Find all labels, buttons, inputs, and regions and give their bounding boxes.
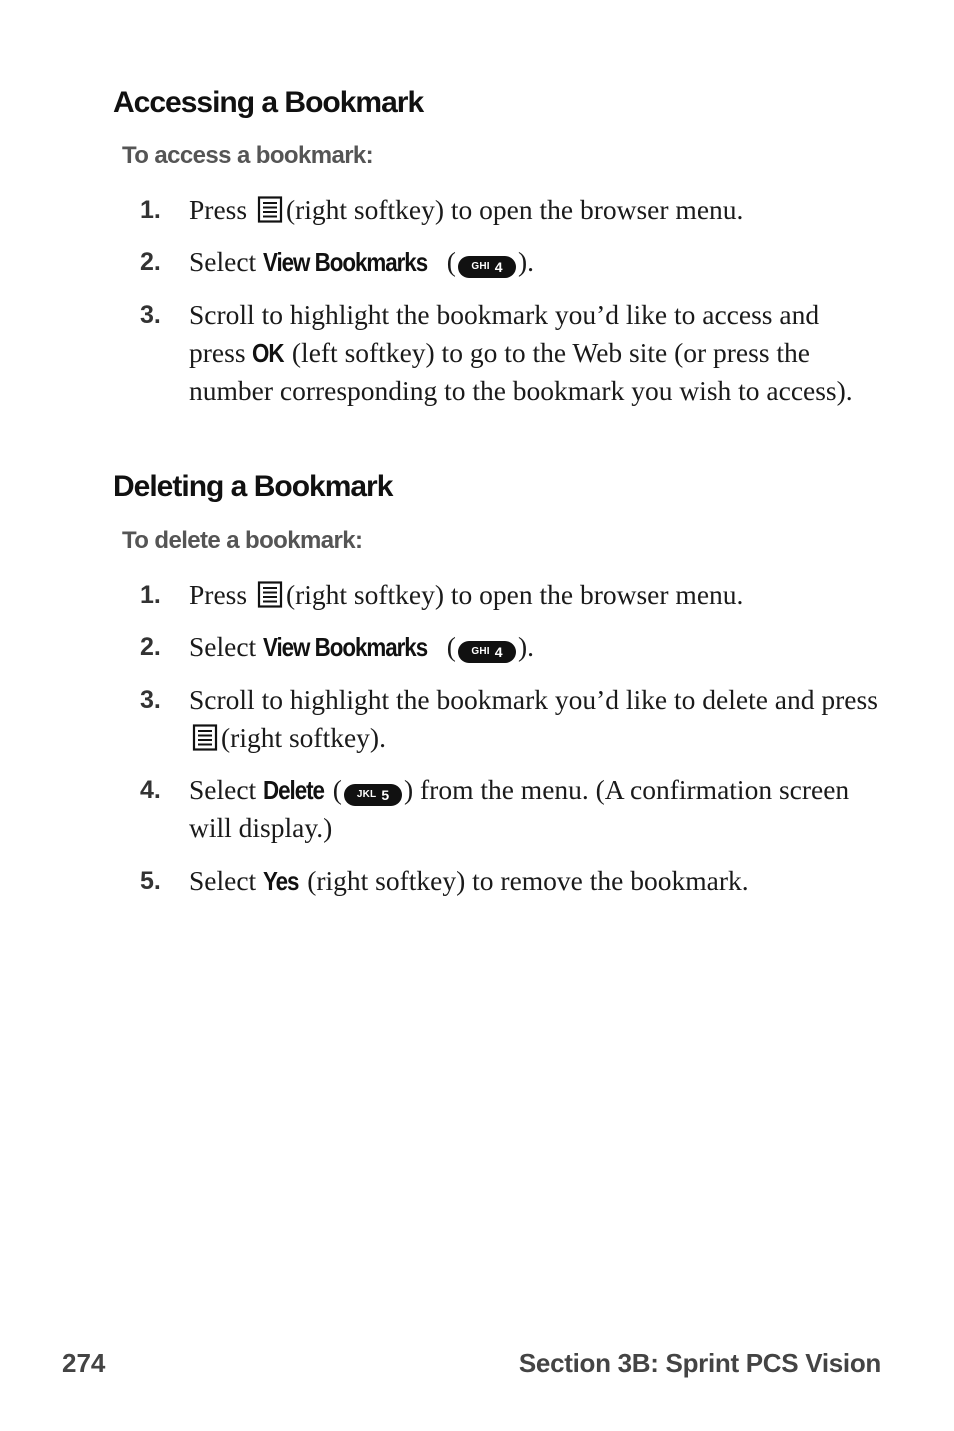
step-number: 5. (140, 867, 161, 895)
step-number: 4. (140, 776, 161, 804)
step-text: Select Delete ( JKL 5 ) from the menu. (A confirmation screen will display.) (189, 771, 879, 847)
section-footer: Section 3B: Sprint PCS Vision (518, 1348, 881, 1378)
step-text: Press (right softkey) to open the browser menu. (189, 579, 744, 610)
step-text: Select View Bookmarks ( GHI 4 ). (189, 243, 879, 281)
access-step-1 (140, 191, 880, 229)
keypad-4-icon: GHI 4 (458, 256, 516, 278)
section-heading-accessing: Accessing a Bookmark (113, 86, 424, 119)
step-number: 1. (140, 581, 161, 609)
keyword-ok: OK (252, 338, 284, 368)
delete-step-3 (140, 681, 880, 757)
menu-softkey-icon (192, 723, 218, 750)
step-text: Select Yes (right softkey) to remove the bookmark. (189, 862, 879, 900)
keyword-view-bookmarks: View Bookmarks (263, 247, 428, 277)
menu-softkey-icon (257, 580, 283, 607)
access-intro: To access a bookmark: (122, 142, 374, 169)
step-number: 1. (140, 196, 161, 224)
keypad-5-icon: JKL 5 (344, 784, 402, 806)
keyword-yes: Yes (263, 866, 299, 896)
delete-step-5 (140, 862, 880, 900)
menu-softkey-icon (257, 195, 283, 222)
step-number: 3. (140, 301, 161, 329)
step-text: Select View Bookmarks ( GHI 4 ). (189, 628, 879, 666)
step-number: 3. (140, 686, 161, 714)
delete-step-1 (140, 576, 880, 614)
keypad-4-icon: GHI 4 (458, 641, 516, 663)
step-text: Scroll to highlight the bookmark you’d like to delete and press (right softkey). (189, 684, 878, 753)
keyword-view-bookmarks: View Bookmarks (263, 632, 428, 662)
step-number: 2. (140, 633, 161, 661)
section-heading-deleting: Deleting a Bookmark (113, 470, 393, 503)
access-step-2 (140, 243, 880, 281)
delete-step-2 (140, 628, 880, 666)
delete-intro: To delete a bookmark: (122, 527, 363, 554)
step-text: Scroll to highlight the bookmark you’d like to access and press OK (left softkey) to go to the Web site (or press the number corresponding to the bookmark you wish to access). (189, 299, 853, 406)
page-number: 274 (62, 1348, 106, 1378)
access-step-3 (140, 296, 880, 410)
step-number: 2. (140, 248, 161, 276)
step-text: Press (right softkey) to open the browser menu. (189, 194, 744, 225)
delete-step-4 (140, 771, 880, 847)
keyword-delete: Delete (263, 775, 325, 805)
